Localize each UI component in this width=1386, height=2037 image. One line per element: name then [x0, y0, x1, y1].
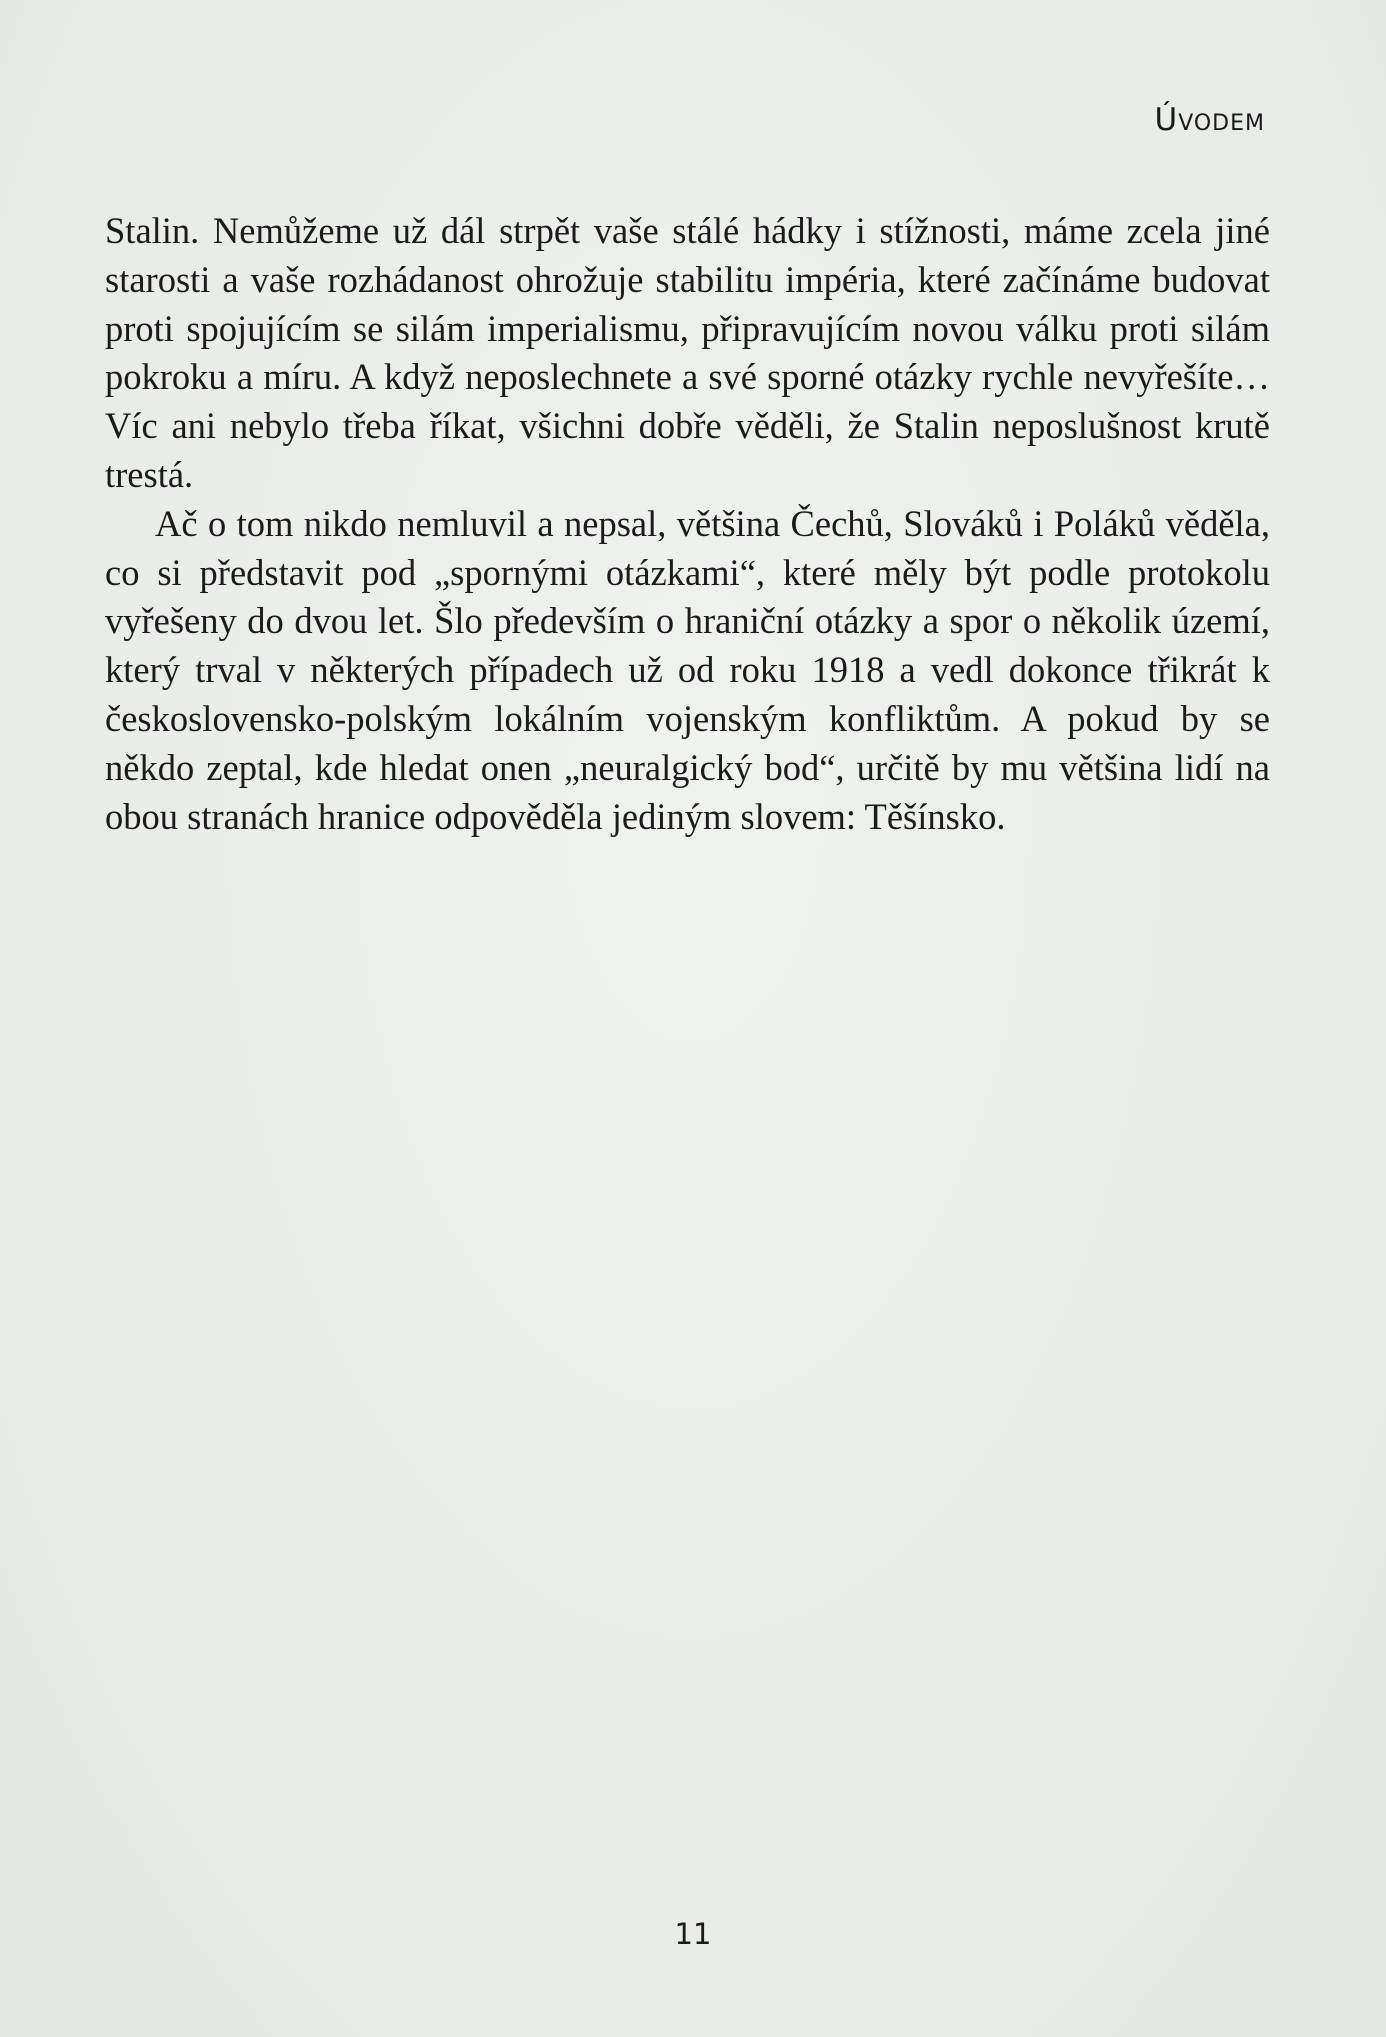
page-number: 11: [674, 1917, 712, 1951]
body-text: [105, 207, 1270, 841]
running-head: Úvodem: [1154, 102, 1265, 138]
paragraph: Stalin. Nemůžeme už dál strpět vaše stálé hádky i stížnosti, máme zcela jiné starosti a vaše rozhádanost ohrožuje stabilitu impéria, které začínáme budovat proti spojujícím se silám imperialismu, připravujícím novou válku proti silám pokroku a míru. A když neposlechnete a své sporné otázky rychle nevyřešíte… Víc ani nebylo třeba říkat, všichni dobře věděli, že Stalin neposlušnost krutě trestá.: [105, 210, 1270, 495]
paragraph: Ač o tom nikdo nemluvil a nepsal, většina Čechů, Slováků i Poláků věděla, co si představit pod „spornými otázkami“, které měly být podle protokolu vyřešeny do dvou let. Šlo především o hraniční otázky a spor o několik území, který trval v některých případech už od roku 1918 a vedl dokonce třikrát k československo-polským lokálním vojenským konfliktům. A pokud by se někdo zeptal, kde hledat onen „neuralgický bod“, určitě by mu většina lidí na obou stranách hranice odpověděla jediným slovem: Těšínsko.: [105, 502, 1270, 837]
